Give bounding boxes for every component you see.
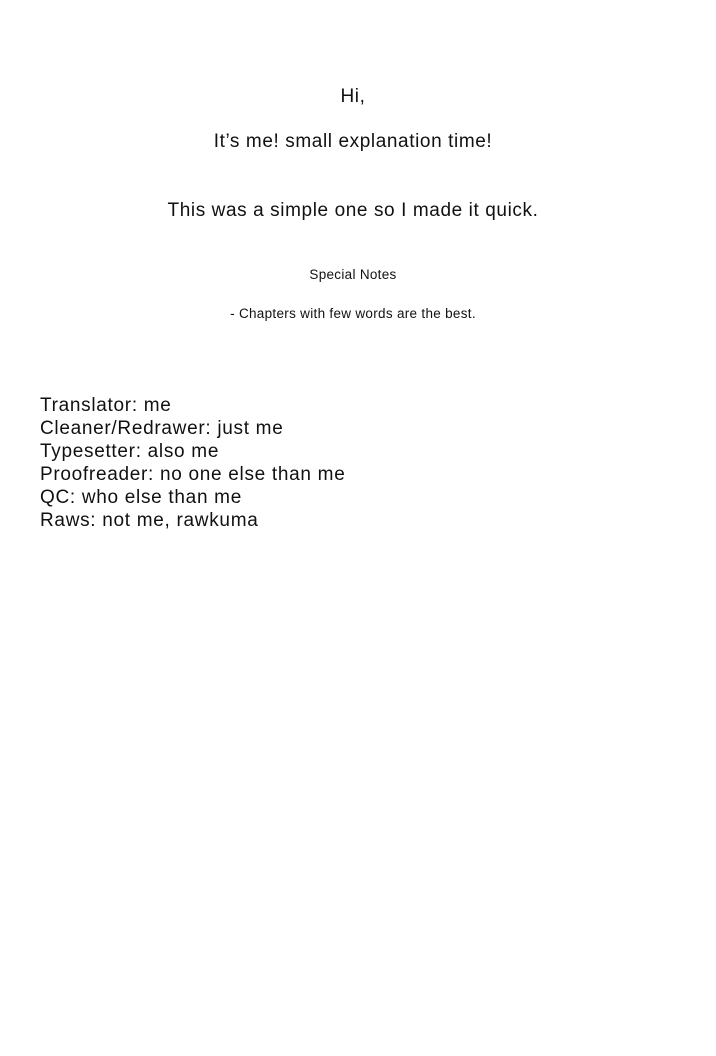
greeting-text: Hi, [340,86,366,107]
credit-raws: Raws: not me, rawkuma [40,510,259,531]
special-notes-heading: Special Notes [309,267,397,282]
special-notes-item: - Chapters with few words are the best. [230,306,476,321]
credit-typesetter: Typesetter: also me [40,441,220,462]
credit-translator: Translator: me [40,395,172,416]
credit-qc: QC: who else than me [40,487,242,508]
credit-cleaner-redrawer: Cleaner/Redrawer: just me [40,418,284,439]
credit-proofreader: Proofreader: no one else than me [40,464,346,485]
credits-list [40,394,345,532]
body-text: This was a simple one so I made it quick. [167,200,539,221]
intro-text: It’s me! small explanation time! [213,131,493,152]
